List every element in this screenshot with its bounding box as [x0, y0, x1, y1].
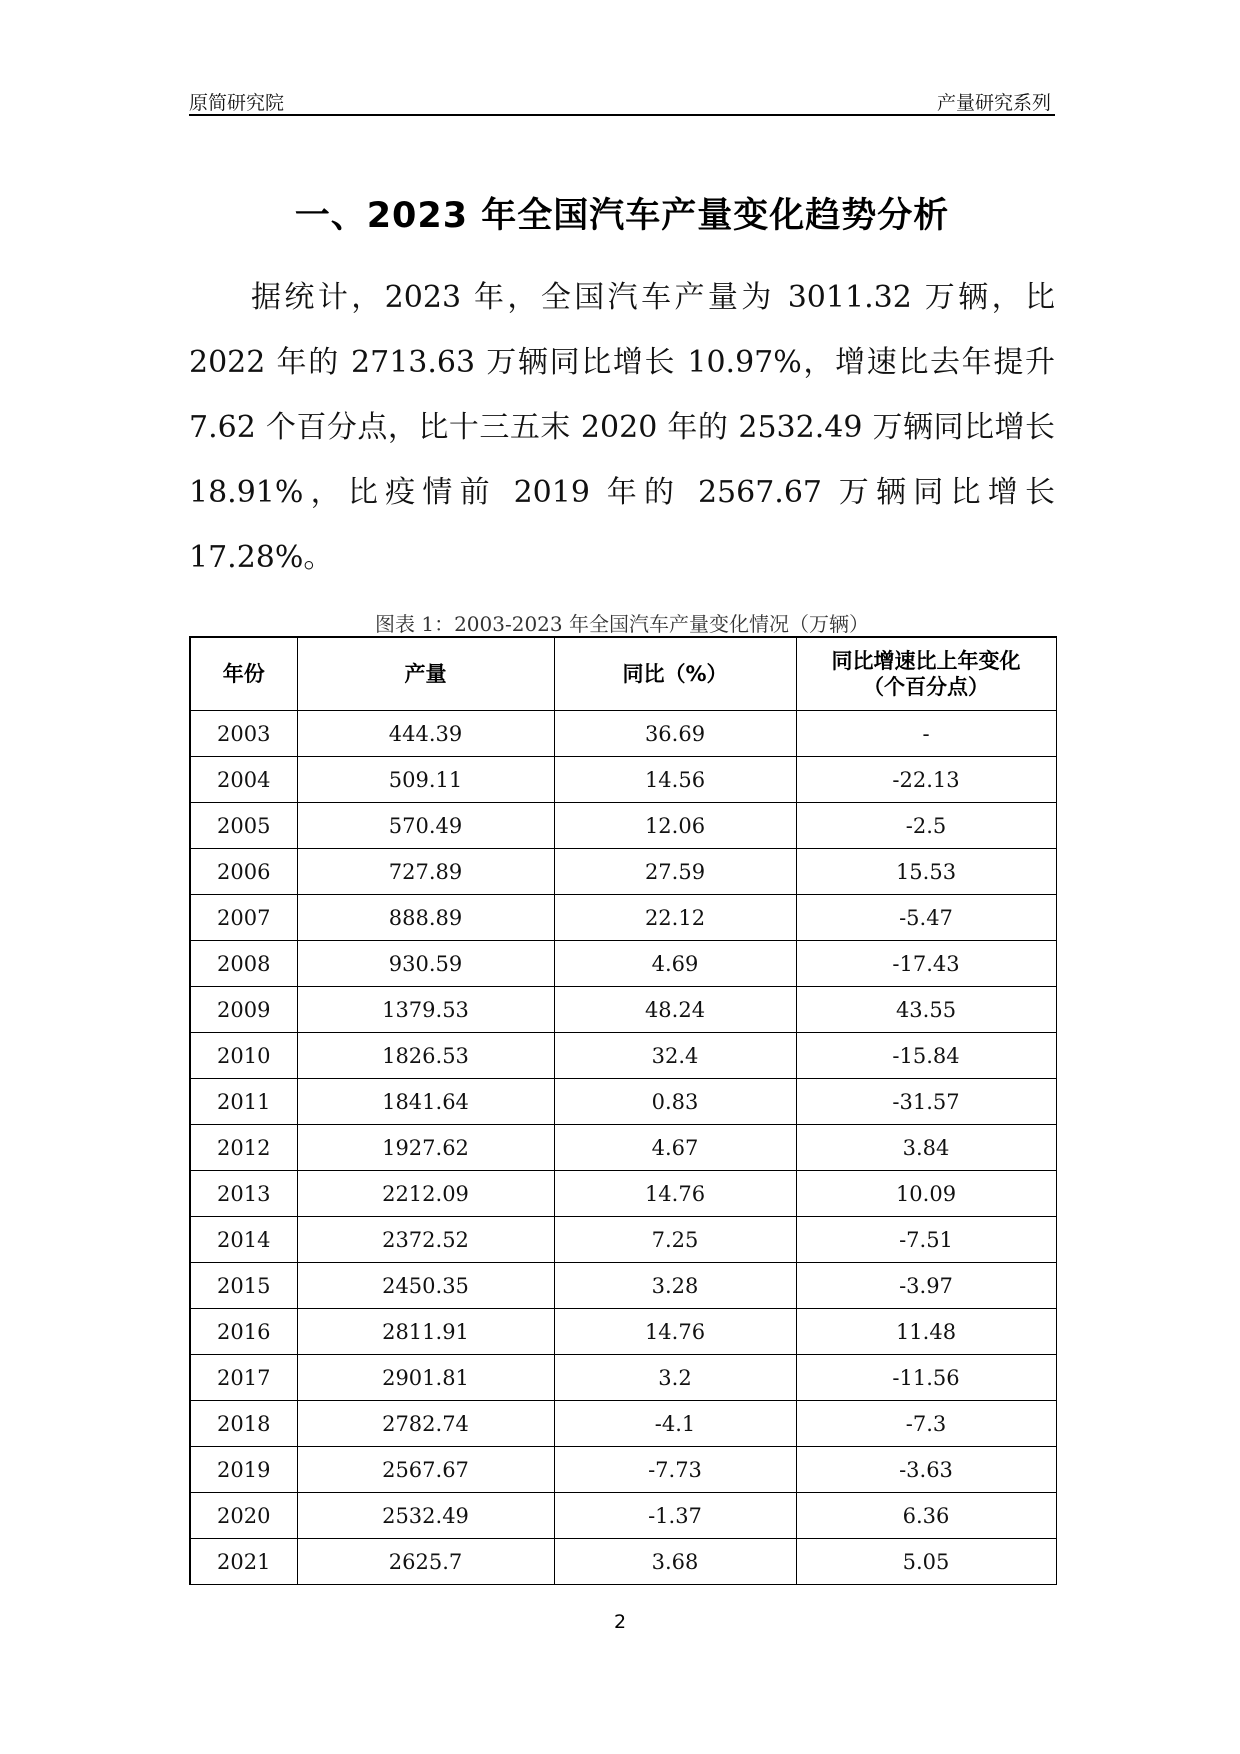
table-row: [190, 1171, 1056, 1217]
cell-output: 2811.91: [297, 1309, 554, 1355]
table-row: [190, 1309, 1056, 1355]
table-row: [190, 1033, 1056, 1079]
cell-change: 10.09: [796, 1171, 1056, 1217]
cell-output: 2901.81: [297, 1355, 554, 1401]
col-header-change: [796, 637, 1056, 711]
cell-year: 2018: [190, 1401, 297, 1447]
cell-yoy: 27.59: [554, 849, 796, 895]
cell-year: 2019: [190, 1447, 297, 1493]
col-header-change-line2: （个百分点）: [863, 675, 989, 699]
cell-year: 2003: [190, 711, 297, 757]
cell-yoy: -7.73: [554, 1447, 796, 1493]
cell-change: 6.36: [796, 1493, 1056, 1539]
cell-yoy: 3.2: [554, 1355, 796, 1401]
cell-output: 2212.09: [297, 1171, 554, 1217]
cell-output: 727.89: [297, 849, 554, 895]
cell-output: 1841.64: [297, 1079, 554, 1125]
cell-year: 2008: [190, 941, 297, 987]
header-divider: [189, 114, 1055, 116]
col-header-change-line1: 同比增速比上年变化: [831, 649, 1021, 673]
cell-yoy: -1.37: [554, 1493, 796, 1539]
table-row: [190, 849, 1056, 895]
cell-change: -: [796, 711, 1056, 757]
col-header-year: 年份: [190, 637, 297, 711]
cell-year: 2017: [190, 1355, 297, 1401]
cell-year: 2021: [190, 1539, 297, 1585]
table-row: [190, 1079, 1056, 1125]
cell-year: 2015: [190, 1263, 297, 1309]
cell-output: 2625.7: [297, 1539, 554, 1585]
cell-change: 3.84: [796, 1125, 1056, 1171]
cell-change: -15.84: [796, 1033, 1056, 1079]
cell-output: 1379.53: [297, 987, 554, 1033]
cell-yoy: 32.4: [554, 1033, 796, 1079]
cell-year: 2020: [190, 1493, 297, 1539]
table-row: [190, 1539, 1056, 1585]
cell-change: -7.51: [796, 1217, 1056, 1263]
cell-output: 2372.52: [297, 1217, 554, 1263]
cell-change: -2.5: [796, 803, 1056, 849]
cell-output: 2567.67: [297, 1447, 554, 1493]
cell-change: -17.43: [796, 941, 1056, 987]
cell-year: 2005: [190, 803, 297, 849]
cell-year: 2011: [190, 1079, 297, 1125]
cell-year: 2007: [190, 895, 297, 941]
cell-yoy: 3.68: [554, 1539, 796, 1585]
cell-output: 930.59: [297, 941, 554, 987]
cell-change: 5.05: [796, 1539, 1056, 1585]
cell-change: -5.47: [796, 895, 1056, 941]
cell-output: 1826.53: [297, 1033, 554, 1079]
table-row: [190, 1401, 1056, 1447]
table-row: [190, 757, 1056, 803]
table-row: [190, 941, 1056, 987]
body-paragraph: 据统计，2023 年，全国汽车产量为 3011.32 万辆，比 2022 年的 2713.63 万辆同比增长 10.97%，增速比去年提升 7.62 个百分点，比十三五末 2020 年的 2532.49 万辆同比增长 18.91%，比疫情前 2019 年的 2567.67 万辆同比增长 17.28%。: [189, 280, 1055, 575]
section-heading: 一、2023 年全国汽车产量变化趋势分析: [294, 196, 950, 236]
table-row: [190, 1355, 1056, 1401]
cell-year: 2010: [190, 1033, 297, 1079]
col-header-yoy: 同比（%）: [554, 637, 796, 711]
cell-year: 2004: [190, 757, 297, 803]
cell-yoy: -4.1: [554, 1401, 796, 1447]
cell-output: 2782.74: [297, 1401, 554, 1447]
cell-change: -7.3: [796, 1401, 1056, 1447]
cell-year: 2009: [190, 987, 297, 1033]
table-row: [190, 1447, 1056, 1493]
cell-yoy: 3.28: [554, 1263, 796, 1309]
table-row: [190, 1125, 1056, 1171]
cell-change: -22.13: [796, 757, 1056, 803]
cell-year: 2016: [190, 1309, 297, 1355]
cell-yoy: 4.69: [554, 941, 796, 987]
table-row: [190, 987, 1056, 1033]
cell-output: 2450.35: [297, 1263, 554, 1309]
table-row: [190, 1263, 1056, 1309]
cell-output: 570.49: [297, 803, 554, 849]
cell-yoy: 14.56: [554, 757, 796, 803]
page-number: 2: [613, 1611, 627, 1633]
table-caption: 图表 1：2003-2023 年全国汽车产量变化情况（万辆）: [375, 612, 869, 636]
cell-output: 2532.49: [297, 1493, 554, 1539]
col-header-output: 产量: [297, 637, 554, 711]
cell-year: 2006: [190, 849, 297, 895]
cell-output: 444.39: [297, 711, 554, 757]
header-series-name: 产量研究系列: [936, 92, 1051, 114]
cell-change: -3.97: [796, 1263, 1056, 1309]
cell-yoy: 14.76: [554, 1309, 796, 1355]
cell-year: 2014: [190, 1217, 297, 1263]
cell-output: 888.89: [297, 895, 554, 941]
cell-change: 15.53: [796, 849, 1056, 895]
cell-change: -11.56: [796, 1355, 1056, 1401]
table-header-row: [190, 637, 1056, 711]
table-row: [190, 803, 1056, 849]
table-row: [190, 1493, 1056, 1539]
cell-output: 509.11: [297, 757, 554, 803]
cell-change: 43.55: [796, 987, 1056, 1033]
cell-yoy: 36.69: [554, 711, 796, 757]
table-row: [190, 711, 1056, 757]
table-row: [190, 895, 1056, 941]
cell-yoy: 14.76: [554, 1171, 796, 1217]
cell-year: 2012: [190, 1125, 297, 1171]
cell-change: 11.48: [796, 1309, 1056, 1355]
cell-change: -3.63: [796, 1447, 1056, 1493]
cell-output: 1927.62: [297, 1125, 554, 1171]
cell-yoy: 48.24: [554, 987, 796, 1033]
cell-change: -31.57: [796, 1079, 1056, 1125]
cell-yoy: 0.83: [554, 1079, 796, 1125]
cell-yoy: 22.12: [554, 895, 796, 941]
cell-year: 2013: [190, 1171, 297, 1217]
header-org-name: 原简研究院: [189, 92, 285, 114]
production-table: [189, 636, 1057, 1585]
cell-yoy: 7.25: [554, 1217, 796, 1263]
table-row: [190, 1217, 1056, 1263]
cell-yoy: 4.67: [554, 1125, 796, 1171]
cell-yoy: 12.06: [554, 803, 796, 849]
